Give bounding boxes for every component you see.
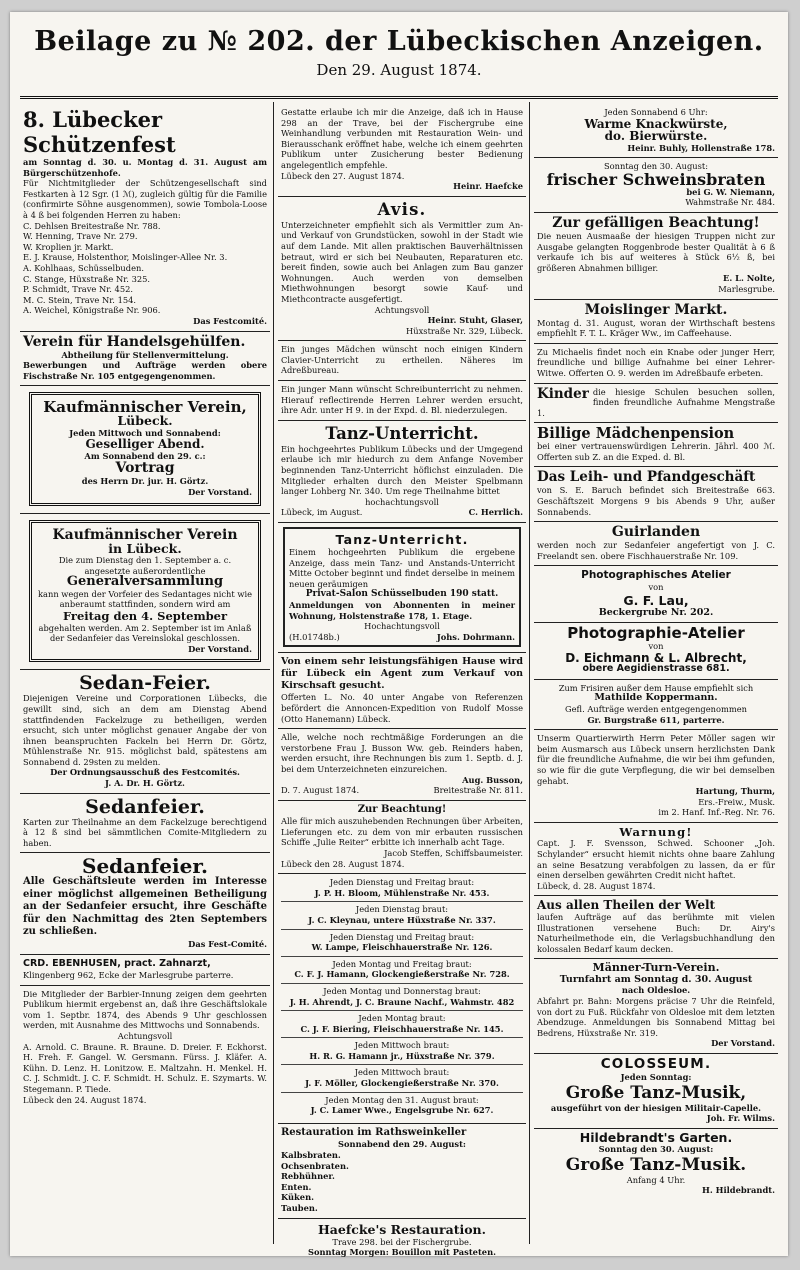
- brew-day: Jeden Montag und Freitag braut:: [332, 958, 472, 969]
- ad-line: Sonntag Morgen: Bouillon mit Pasteten.: [308, 1247, 496, 1258]
- ad-title: Männer-Turn-Verein.: [592, 961, 720, 975]
- ad-title: Photographisches Atelier: [581, 569, 731, 582]
- ad-city: in Lübeck.: [108, 540, 182, 556]
- column-3: [534, 104, 778, 1244]
- vendor-item: E. J. Krause, Holstenthor, Moislinger-Allee Nr. 3.: [23, 252, 228, 263]
- ad-title: Billige Mädchenpension: [537, 425, 735, 443]
- ad-line: Am Sonnabend den 29. c.:: [84, 450, 206, 461]
- column-divider-2: [529, 102, 530, 1244]
- ad-line: kann wegen der Vorfeier des Sedantages nicht wie anberaumt stattfinden, sondern wird am: [38, 588, 253, 610]
- ad-michaelis: [534, 344, 778, 384]
- ad-rathsweinkeller: [278, 1124, 526, 1219]
- ad-address: Wahmstraße Nr. 484.: [685, 197, 775, 208]
- ad-signature: Jacob Steffen, Schiffsbaumeister.: [384, 847, 523, 858]
- ad-hildebrandt: [534, 1129, 778, 1200]
- ad-maenner-turn-verein: [534, 959, 778, 1054]
- ad-photographie-eichmann: [534, 623, 778, 680]
- ad-sub: hochachtungsvoll: [365, 496, 439, 507]
- ad-sub: Sonnabend den 29. August:: [338, 1139, 466, 1150]
- ad-title: Guirlanden: [611, 524, 701, 541]
- vendor-item: A. Kohlhaas, Schüsselbuden.: [23, 262, 144, 273]
- ad-schuetzenfest: [20, 104, 270, 332]
- ad-title: Photographie-Atelier: [567, 624, 745, 643]
- ad-body: Capt. J. F. Svensson, Schwed. Schooner „Joh. Schylander“ ersucht hiemit nichts ohne baare Zahlung an seine Besatzung verabfolgen zu lassen, da er für einen derselben gewährten Credit nicht haftet.: [537, 838, 775, 881]
- ad-line: Freitag den 4. September: [62, 609, 228, 624]
- ad-body: Einem hochgeehrten Publikum die ergebene Anzeige, dass mein Tanz- und Anstands-Unterricht Mitte October beginnt und findet derselbe in meinem neuen geräumigen: [289, 547, 515, 589]
- ad-address: Gr. Burgstraße 611, parterre.: [587, 714, 725, 725]
- ad-photographie-lau: [534, 566, 778, 623]
- ad-signature: E. L. Nolte,: [723, 273, 775, 284]
- ad-place: Lübeck, im August.: [281, 507, 363, 518]
- brew-name: H. R. G. Hamann jr., Hüxstraße Nr. 379.: [309, 1050, 495, 1061]
- ad-address: Klingenberg 962, Ecke der Marlesgrube parterre.: [23, 970, 234, 981]
- ad-sedan-feier-1: [20, 670, 270, 793]
- brew-name: W. Lampe, Fleischhauerstraße Nr. 126.: [311, 942, 493, 953]
- menu-item: Enten.: [281, 1181, 312, 1192]
- ad-title: Zur gefälligen Beachtung!: [552, 214, 760, 231]
- ad-warnung: [534, 823, 778, 896]
- ad-title: Sedanfeier.: [85, 795, 205, 818]
- brew-name: C. J. F. Biering, Fleischhauerstraße Nr. 145.: [300, 1023, 504, 1034]
- ad-title: Das Leih- und Pfandgeschäft: [537, 469, 756, 486]
- ad-line: Privat-Salon Schüsselbuden 190 statt.: [305, 589, 499, 600]
- brew-day: Jeden Mittwoch braut:: [354, 1067, 450, 1078]
- ad-title: Moislinger Markt.: [584, 301, 728, 318]
- ad-date: Lübeck den 24. August 1874.: [23, 1094, 147, 1105]
- ad-title: Restauration im Rathsweinkeller: [281, 1126, 467, 1138]
- ad-sub: Achtungsvoll: [374, 304, 430, 315]
- vendor-item: C. Dehlsen Breitestraße Nr. 788.: [23, 220, 161, 231]
- ad-title: Hildebrandt's Garten.: [579, 1129, 733, 1145]
- ad-line: ausgeführt von der hiesigen Militair-Capelle.: [550, 1102, 762, 1113]
- ad-line: Die zum Dienstag den 1. September a. c. angesetzte außerordentliche: [58, 555, 232, 576]
- ad-signature: Heinr. Stuht, Glaser,: [427, 315, 523, 326]
- ad-title: Kinder: [537, 385, 589, 402]
- ad-address: Beckergrube Nr. 202.: [598, 606, 714, 618]
- ad-haefcke-weinhandlung: [278, 104, 526, 197]
- ad-address: Hüxstraße Nr. 329, Lübeck.: [406, 325, 523, 336]
- vendor-item: C. Stange, Hüxstraße Nr. 325.: [23, 273, 151, 284]
- ad-signature: Der Vorstand.: [188, 643, 252, 654]
- brew-day: Jeden Dienstag und Freitag braut:: [329, 931, 475, 942]
- ad-brauer-liste: [278, 874, 526, 1124]
- ad-body: Ein junger Mann wünscht Schreibunterricht zu nehmen. Hierauf reflectirende Herren Lehrer werden ersucht, ihre Adr. unter H 9. in der Expd. d. Bl. niederzulegen.: [281, 384, 523, 416]
- ad-title: Tanz-Unterricht.: [325, 423, 479, 443]
- ad-kaufmaennischer-verein-1: [20, 386, 270, 513]
- ad-sub: Hochachtungsvoll: [364, 621, 440, 632]
- ad-niemann: [534, 158, 778, 213]
- ad-clavier: [278, 341, 526, 381]
- ad-title: Kaufmännischer Verein,: [43, 398, 247, 417]
- ad-body: die hiesige Schulen besuchen sollen, finden freundliche Aufnahme Mengstraße 1.: [537, 386, 775, 418]
- ad-sedanfeier-3: [20, 853, 270, 954]
- ad-title: CRD. EBENHUSEN, pract. Zahnarzt,: [23, 957, 211, 969]
- ad-handlungsgehuelfen: [20, 332, 270, 387]
- ad-title: Haefcke's Restauration.: [317, 1221, 486, 1237]
- ad-kinder: [534, 384, 778, 424]
- vendor-item: P. Schmidt, Trave Nr. 452.: [23, 284, 134, 295]
- ad-signature: Das Festcomité.: [193, 315, 267, 326]
- ad-body: Für Nichtmitglieder der Schützengesellschaft sind Festkarten à 12 Sgr. (1 ℳ), zugleich gültig für die Familie (confirmirte Söhne ausgenommen), sowie Tombola-Loose à 4 ß bei folgenden Herren zu haben:: [23, 178, 267, 220]
- ad-von: von: [648, 581, 664, 592]
- ad-body: Karten zur Theilnahme an dem Fackelzuge berechtigend à 12 ß sind bei sämmtlichen Comite-Mitgliedern zu haben.: [23, 816, 267, 848]
- ad-body: Alle Geschäftsleute werden im Interesse einer möglichst allgemeinen Betheiligung an der Sedanfeier ersucht, ihre Geschäfte für den Nachmittag des 2ten Septembers zu schließen.: [23, 876, 267, 938]
- ad-agent-gesucht: [278, 653, 526, 729]
- ad-aus-allen-theilen: [534, 896, 778, 959]
- ad-line: Anmeldungen von Abonnenten in meiner Wohnung, Holstenstraße 178, 1. Etage.: [289, 599, 515, 621]
- ad-address: obere Aegidienstrasse 681.: [582, 663, 730, 675]
- vendor-item: W. Henning, Trave Nr. 279.: [23, 231, 138, 242]
- newspaper-page: [10, 12, 788, 1256]
- ad-unit: im 2. Hanf. Inf.-Reg. Nr. 76.: [658, 807, 775, 818]
- ad-signature: Aug. Busson,: [462, 774, 523, 785]
- ad-title: Verein für Handelsgehülfen.: [23, 333, 246, 350]
- ad-line: abgehalten werden. Am 2. September ist im Anlaß der Sedanfeier das Vereinslokal geschlossen.: [38, 622, 252, 644]
- ad-line: Jeden Mittwoch und Sonnabend:: [69, 427, 221, 438]
- masthead-title: Beilage zu № 202. der Lübeckischen Anzeigen.: [34, 26, 764, 57]
- ad-line: Vortrag: [115, 460, 175, 477]
- ad-code: (H.01748b.): [289, 631, 340, 642]
- brew-day: Jeden Montag und Donnerstag braut:: [323, 985, 481, 996]
- ad-line: Turnfahrt am Sonntag d. 30. August: [559, 973, 753, 985]
- ad-line: do. Bierwürste.: [604, 129, 708, 144]
- brew-name: J. H. Ahrendt, J. C. Braune Nachf., Wahmstr. 482: [289, 996, 515, 1007]
- ad-line: Große Tanz-Musik,: [565, 1082, 747, 1103]
- ad-title: Kaufmännischer Verein: [52, 526, 238, 543]
- ad-body: Abfahrt pr. Bahn: Morgens präcise 7 Uhr die Reinfeld, von dort zu Fuß. Rückfahr von Oldesloe mit dem letzten Abendzuge. Anmeldungen bis Sonnabend Mittag bei Bedrens, Hüxstraße Nr. 319.: [537, 995, 775, 1038]
- menu-item: Kalbsbraten.: [281, 1149, 341, 1160]
- ad-name: Mathilde Koppermann.: [594, 692, 718, 704]
- ad-body: Gestatte erlaube ich mir die Anzeige, daß ich in Hause 298 an der Trave, bei der Fischergrube eine Weinhandlung verbunden mit Restauration Wein- und Bierausschank eröffnet habe, welche ich einem geehrten Publikum unter Zusicherung bester Bedienung angelegentlich empfehle.: [281, 107, 523, 170]
- ad-title: Zur Beachtung!: [357, 803, 447, 815]
- ad-body: werden noch zur Sedanfeier angefertigt von J. C. Freelandt sen. obere Fischhauerstraße Nr. 109.: [537, 540, 775, 561]
- ad-body: Alle für mich auszuhebenden Rechnungen über Arbeiten, Lieferungen etc. zu dem von mir erbauten russischen Schiffe „Julie Reiter“ erbitte ich innerhalb acht Tage.: [281, 816, 523, 848]
- ad-title: frischer Schweinsbraten: [546, 169, 766, 189]
- ad-signature: C. Herrlich.: [468, 507, 523, 518]
- ad-signature: Der Vorstand.: [188, 487, 252, 498]
- menu-item: Küken.: [281, 1192, 315, 1203]
- ad-line: des Herrn Dr. jur. H. Görtz.: [81, 476, 209, 487]
- ad-body: von S. E. Baruch befindet sich Breitestraße 663. Geschäftszeit Morgens 9 bis Abends 9 Uhr, außer Sonnabends.: [537, 485, 775, 517]
- ad-body: Alle, welche noch rechtmäßige Forderungen an die verstorbene Frau J. Busson Ww. geb. Reinders haben, werden ersucht, ihre Rechnungen bis zum 1. Septb. d. J. bei dem Unterzeichneten einzureichen.: [281, 732, 523, 774]
- brew-name: C. F. J. Hamann, Glockengießerstraße Nr. 728.: [294, 969, 510, 980]
- ad-tanz-unterricht-1: [278, 421, 526, 523]
- ad-sedanfeier-2: [20, 794, 270, 854]
- ad-date: Lübeck den 27. August 1874.: [281, 170, 405, 181]
- ad-body: Zu Michaelis findet noch ein Knabe oder junger Herr, freundliche und billige Aufnahme bei einer Lehrer-Witwe. Offerten O. 9. werden im Adreßbaufe erbeten.: [537, 346, 775, 378]
- ad-line: Zum Frisiren außer dem Hause empfiehlt sich: [558, 682, 754, 693]
- ad-guirlanden: [534, 522, 778, 566]
- ad-signature: Heinr. Haefcke: [453, 181, 523, 192]
- ad-signature: H. Hildebrandt.: [702, 1185, 775, 1196]
- ad-von: von: [648, 641, 664, 652]
- ad-kaufmaennischer-verein-2: [20, 514, 270, 671]
- ad-avis: [278, 197, 526, 342]
- ad-nolte: [534, 213, 778, 300]
- ad-colosseum: [534, 1054, 778, 1129]
- ad-signature: Heinr. Buhly, Hollenstraße 178.: [627, 142, 775, 153]
- ad-signature: bei G. W. Niemann,: [686, 186, 775, 197]
- ad-names: A. Arnold. C. Braune. R. Braune. D. Dreier. F. Eckhorst. H. Freh. F. Gangel. W. Gersmann. Fürss. J. Kläfer. A. Kühn. D. Lenz. H. Lonitzow. E. Maltzahn. H. Menkel. H. C. J. Schmidt. J. C. F. Schmidt. H. Schulz. E. Szymarts. W. Stegemann. P. Tiede.: [23, 1041, 267, 1094]
- ad-body: Offerten L. No. 40 unter Angabe von Referenzen befördert die Annoncen-Expedition von Rudolf Mosse (Otto Hanemann) Lübeck.: [281, 692, 523, 724]
- brew-day: Jeden Mittwoch braut:: [354, 1040, 450, 1051]
- ad-signature: Das Fest-Comité.: [188, 938, 267, 949]
- ad-signature: Der Vorstand.: [711, 1038, 775, 1049]
- ad-date: Lübeck den 28. August 1874.: [281, 858, 405, 869]
- ad-address: Trave 298. bei der Fischergrube.: [332, 1236, 472, 1247]
- ad-signature: Johs. Dohrmann.: [436, 631, 515, 642]
- ad-body: Diejenigen Vereine und Corporationen Lübecks, die gewillt sind, sich an dem am Dienstag Abend stattfindenden Fackelzuge zu betheiligen, werden ersucht, sich unter möglichst genauer Angabe der von ihnen beanspruchten Fackeln bei Herrn Dr. Görtz, Mühlenstraße Nr. 915. möglichst bald, spätestens am Sonnabend d. 29sten zu melden.: [23, 693, 267, 767]
- ad-body: Unserm Quartierwirth Herrn Peter Möller sagen wir beim Ausmarsch aus Lübeck unsern herzlichsten Dank für die freundliche Aufnahme, die wir bei ihm gefunden, so wie für die gute Verpflegung, die wir bei demselben gehabt.: [537, 733, 775, 786]
- ad-names: Hartung, Thurm,: [695, 786, 775, 797]
- ad-title: COLOSSEUM.: [600, 1055, 712, 1072]
- ad-city: Lübeck.: [117, 413, 173, 429]
- ad-date: D. 7. August 1874.: [281, 785, 360, 796]
- ad-ebenhusen: [20, 955, 270, 986]
- ad-line: Generalversammlung: [66, 574, 224, 590]
- ad-title: Avis.: [377, 199, 427, 219]
- ad-name: D. Eichmann & L. Albrecht,: [565, 650, 747, 665]
- ad-ranks: Ers.-Freiw., Musk.: [698, 796, 775, 807]
- masthead-date: Den 29. August 1874.: [316, 61, 482, 79]
- ad-signature: Der Ordnungsausschuß des Festcomités.: [50, 767, 240, 778]
- ad-line: Geselliger Abend.: [85, 437, 205, 452]
- ad-sub: Achtungsvoll: [117, 1031, 173, 1041]
- brew-name: J. C. Lamer Wwe., Engelsgrube Nr. 627.: [310, 1105, 494, 1116]
- ad-line: Jeden Sonnabend 6 Uhr:: [604, 107, 708, 117]
- ad-body: Montag d. 31. August, woran der Wirthschaft bestens empfiehlt F. T. L. Kräger Ww., im Caffeehause.: [537, 317, 775, 339]
- ad-signature: J. A. Dr. H. Görtz.: [105, 778, 185, 789]
- ad-signature: Joh. Fr. Wilms.: [706, 1113, 775, 1124]
- ad-title: Sedanfeier.: [82, 854, 208, 879]
- menu-item: Ochsenbraten.: [281, 1160, 349, 1171]
- ad-subtitle: am Sonntag d. 30. u. Montag d. 31. August am Bürgerschützenhofe.: [23, 157, 267, 178]
- ad-name: G. F. Lau,: [623, 592, 689, 608]
- ad-koppermann: [534, 680, 778, 730]
- ad-title: 8. Lübecker Schützenfest: [23, 107, 176, 157]
- menu-item: Tauben.: [281, 1202, 318, 1213]
- ad-title: Sedan-Feier.: [79, 672, 211, 695]
- ad-title: Aus allen Theilen der Welt: [537, 898, 716, 913]
- masthead-rule: [20, 96, 778, 99]
- column-1: [20, 104, 270, 1244]
- ad-line: Anfang 4 Uhr.: [626, 1174, 686, 1185]
- ad-dank-moeller: [534, 730, 778, 823]
- brew-name: J. C. Kleynau, untere Hüxstraße Nr. 337.: [308, 914, 496, 925]
- brew-name: J. P. H. Bloom, Mühlenstraße Nr. 453.: [314, 887, 490, 898]
- vendor-item: W. Kroplien jr. Markt.: [23, 241, 114, 252]
- vendor-item: M. C. Stein, Trave Nr. 154.: [23, 294, 137, 305]
- ad-body: Ein junges Mädchen wünscht noch einigen Kindern Clavier-Unterricht zu ertheilen. Näheres im Adreßbureau.: [281, 344, 523, 376]
- ad-buhly: [534, 104, 778, 158]
- brew-name: J. F. Möller, Glockengießerstraße Nr. 370.: [305, 1078, 499, 1089]
- ad-body: Die Mitglieder der Barbier-Innung zeigen dem geehrten Publikum hiermit ergebenst an, daß ihre Geschäftslokale vom 1. Septbr. 1874, des Abends 9 Uhr geschlossen werden, mit Ausnahme des Mittwochs und Sonnabends.: [23, 988, 267, 1031]
- ad-barbier-innung: [20, 986, 270, 1110]
- ad-body: bei einer vertrauenswürdigen Lehrerin. Jährl. 400 ℳ. Offerten sub Z. an die Exped. d. Bl.: [537, 441, 775, 462]
- ad-title: Von einem sehr leistungsfähigen Hause wird für Lübeck ein Agent zum Verkauf von Kirschsaft gesucht.: [281, 656, 523, 692]
- ad-body: Die neuen Ausmaaße der hiesigen Truppen nicht zur Ausgabe gelangten Roggenbrode bester Qualität à 6 ß verkaufe ich bis auf weiteres à Stück 6½ ß, bei größeren Abnahmen billiger.: [537, 230, 775, 273]
- ad-title: Tanz-Unterricht.: [335, 532, 469, 547]
- brew-day: Jeden Dienstag braut:: [355, 904, 449, 915]
- column-2: [278, 104, 526, 1258]
- ad-schreibunterricht: [278, 381, 526, 421]
- vendor-item: A. Weichel, Königstraße Nr. 906.: [23, 305, 161, 316]
- brew-day: Jeden Montag braut:: [358, 1013, 446, 1024]
- ad-title: Warnung!: [619, 824, 693, 839]
- masthead: [10, 26, 788, 79]
- ad-line: Abtheilung für Stellenvermittelung.: [61, 349, 229, 360]
- ad-haefcke-restauration: [278, 1219, 526, 1262]
- ad-line: Warme Knackwürste,: [584, 116, 728, 131]
- ad-line: Sonntag den 30. August:: [603, 161, 708, 172]
- menu-item: Rebhühner.: [281, 1171, 335, 1182]
- ad-line: Große Tanz-Musik.: [565, 1154, 747, 1175]
- ad-busson: [278, 729, 526, 801]
- brew-day: Jeden Dienstag und Freitag braut:: [329, 877, 475, 888]
- ad-moislinger-markt: [534, 300, 778, 344]
- ad-maedchenpension: [534, 423, 778, 467]
- ad-line: nach Oldesloe.: [621, 985, 691, 996]
- ad-zur-beachtung: [278, 801, 526, 874]
- ad-line: Gefl. Aufträge werden entgegengenommen: [565, 704, 747, 714]
- ad-body: Ein hochgeehrtes Publikum Lübecks und der Umgegend erlaube ich mir hiedurch zu dem Anfange November beginnenden Tanz-Unterricht höflichst einzuladen. Die Mitglieder erhalten durch den Meister Spelbmann langer Lohberg Nr. 340. Um rege Theilnahme bittet: [281, 443, 523, 497]
- ad-body: laufen Aufträge auf das berühmte mit vielen Illustrationen versehene Buch: Dr. Airy's Naturheilmethode ein, die Verlagsbuchhandlung den kolossalen Bedarf kaum decken.: [537, 911, 775, 954]
- ad-tanz-unterricht-2: [278, 523, 526, 653]
- ad-line: Sonntag den 30. August:: [598, 1144, 714, 1155]
- ad-line: Jeden Sonntag:: [620, 1071, 692, 1082]
- ad-body: Unterzeichneter empfiehlt sich als Vermittler zum An- und Verkauf von Grundstücken, sowohl in der Stadt wie auf dem Lande. Mit allen praktischen Bauverhältnissen betraut, wird er sich bei Neubauten, Reparaturen etc. bereit finden, sowie auch bei Anlagen zum Bau ganzer Wohnungen. Auch werden von demselben Miethwohnungen besorgt sowie Kauf- und Miethcontracte ausgefertigt.: [281, 219, 523, 304]
- ad-address: Breitestraße Nr. 811.: [433, 785, 523, 796]
- column-divider-1: [273, 102, 274, 1244]
- ad-address: Marlesgrube.: [718, 283, 775, 294]
- ad-date: Lübeck, d. 28. August 1874.: [537, 880, 656, 891]
- brew-day: Jeden Montag den 31. August braut:: [325, 1094, 479, 1105]
- ad-leih-pfandgeschaeft: [534, 467, 778, 522]
- ad-line: Bewerbungen und Aufträge werden obere Fischstraße Nr. 105 entgegengenommen.: [23, 360, 267, 381]
